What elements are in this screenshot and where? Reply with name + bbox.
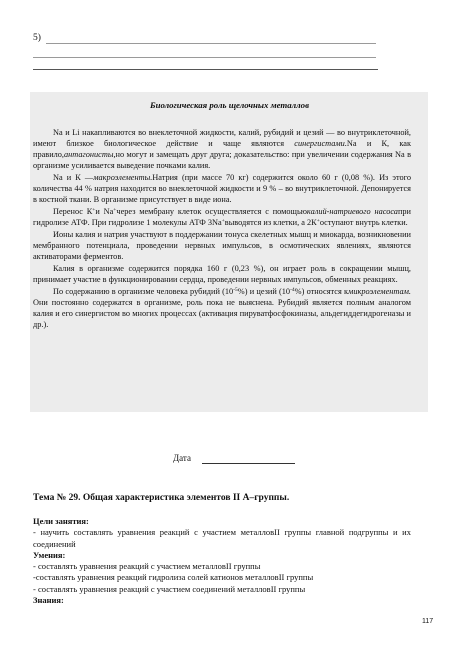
skill-item: -составлять уравнения реакций гидролиза солей катионов металловII группы [33,572,314,583]
section-title: Биологическая роль щелочных металлов [149,100,310,110]
paragraph-3: Перенос К+и Na+через мембрану клеток осуществляется с помощьюкалий-натриевого насосапри гидролизе АТФ. При гидролизе 1 молекулы АТФ 3Na+выводятся из клетки, а 2К+оступают внутрь клетки. [33,207,411,227]
section-body [33,127,411,330]
paragraph-1: Na и Li накапливаются во внеклеточной жидкости, калий, рубидий и цезий — во внутриклеточной, имеют близкое биологическое действие и чаще являются синергистами.Na и К, как правило,антагонисты,но могут и замещать друг друга; доказательство: при увеличении содержания Na в организме усиливается выведение почками калия. [33,128,411,170]
question-number: 5) [33,33,41,43]
topic-title: Тема № 29. Общая характеристика элементов II А–группы. [33,493,290,503]
answer-line[interactable] [33,57,376,58]
date-label: Дата [173,453,191,463]
paragraph-2: Na и К —макроэлементы.Натрия (при массе 70 кг) содержится около 60 г (0,08 %). Из этого количества 44 % натрия находится во внеклеточной жидкости и 9 % – во внутриклеточной. Депонируется в костной ткани. В организме присутствует в виде иона. [33,173,411,204]
skill-item: - составлять уравнения реакций с участием соединений металловII группы [33,583,306,594]
skill-item: - составлять уравнения реакций с участием металловII группы [33,561,261,572]
date-field[interactable] [202,463,295,464]
skills-heading: Умения: [33,549,66,560]
lesson-goals [33,516,411,606]
page-number: 117 [422,618,434,625]
answer-line[interactable] [33,69,378,70]
knowledge-heading: Знания: [33,595,64,606]
goal-item: - научить составлять уравнения реакций с участием металловII группы главной подгруппы и их соединений [33,527,411,549]
paragraph-5: Калия в организме содержится порядка 160 г (0,23 %), он играет роль в сокращении мышц, принимает участие в функционировании сердца, проведении нервных импульсов, обменных реакциях. [33,264,411,284]
answer-line[interactable] [46,43,376,44]
paragraph-6: По содержанию в организме человека рубидий $(10^{-5}\%)$ и цезий $(10^{-4}\%)$ относятся кмикроэлементам. Они постоянно содержатся в организме, роль пока не выяснена. Рубидий является полным аналогом калия и его синергистом во многих процессах (активация пируватфосфокиназы, альдегиддегидрогеназы и др.). [33,287,411,329]
paragraph-4: Ионы калия и натрия участвуют в поддержании тонуса скелетных мышц и миокарда, возникновении мембранного потенциала, проведении нервных импульсов, в осмотических явлениях, являются активаторами ферментов. [33,230,411,261]
goals-heading: Цели занятия: [33,516,89,526]
